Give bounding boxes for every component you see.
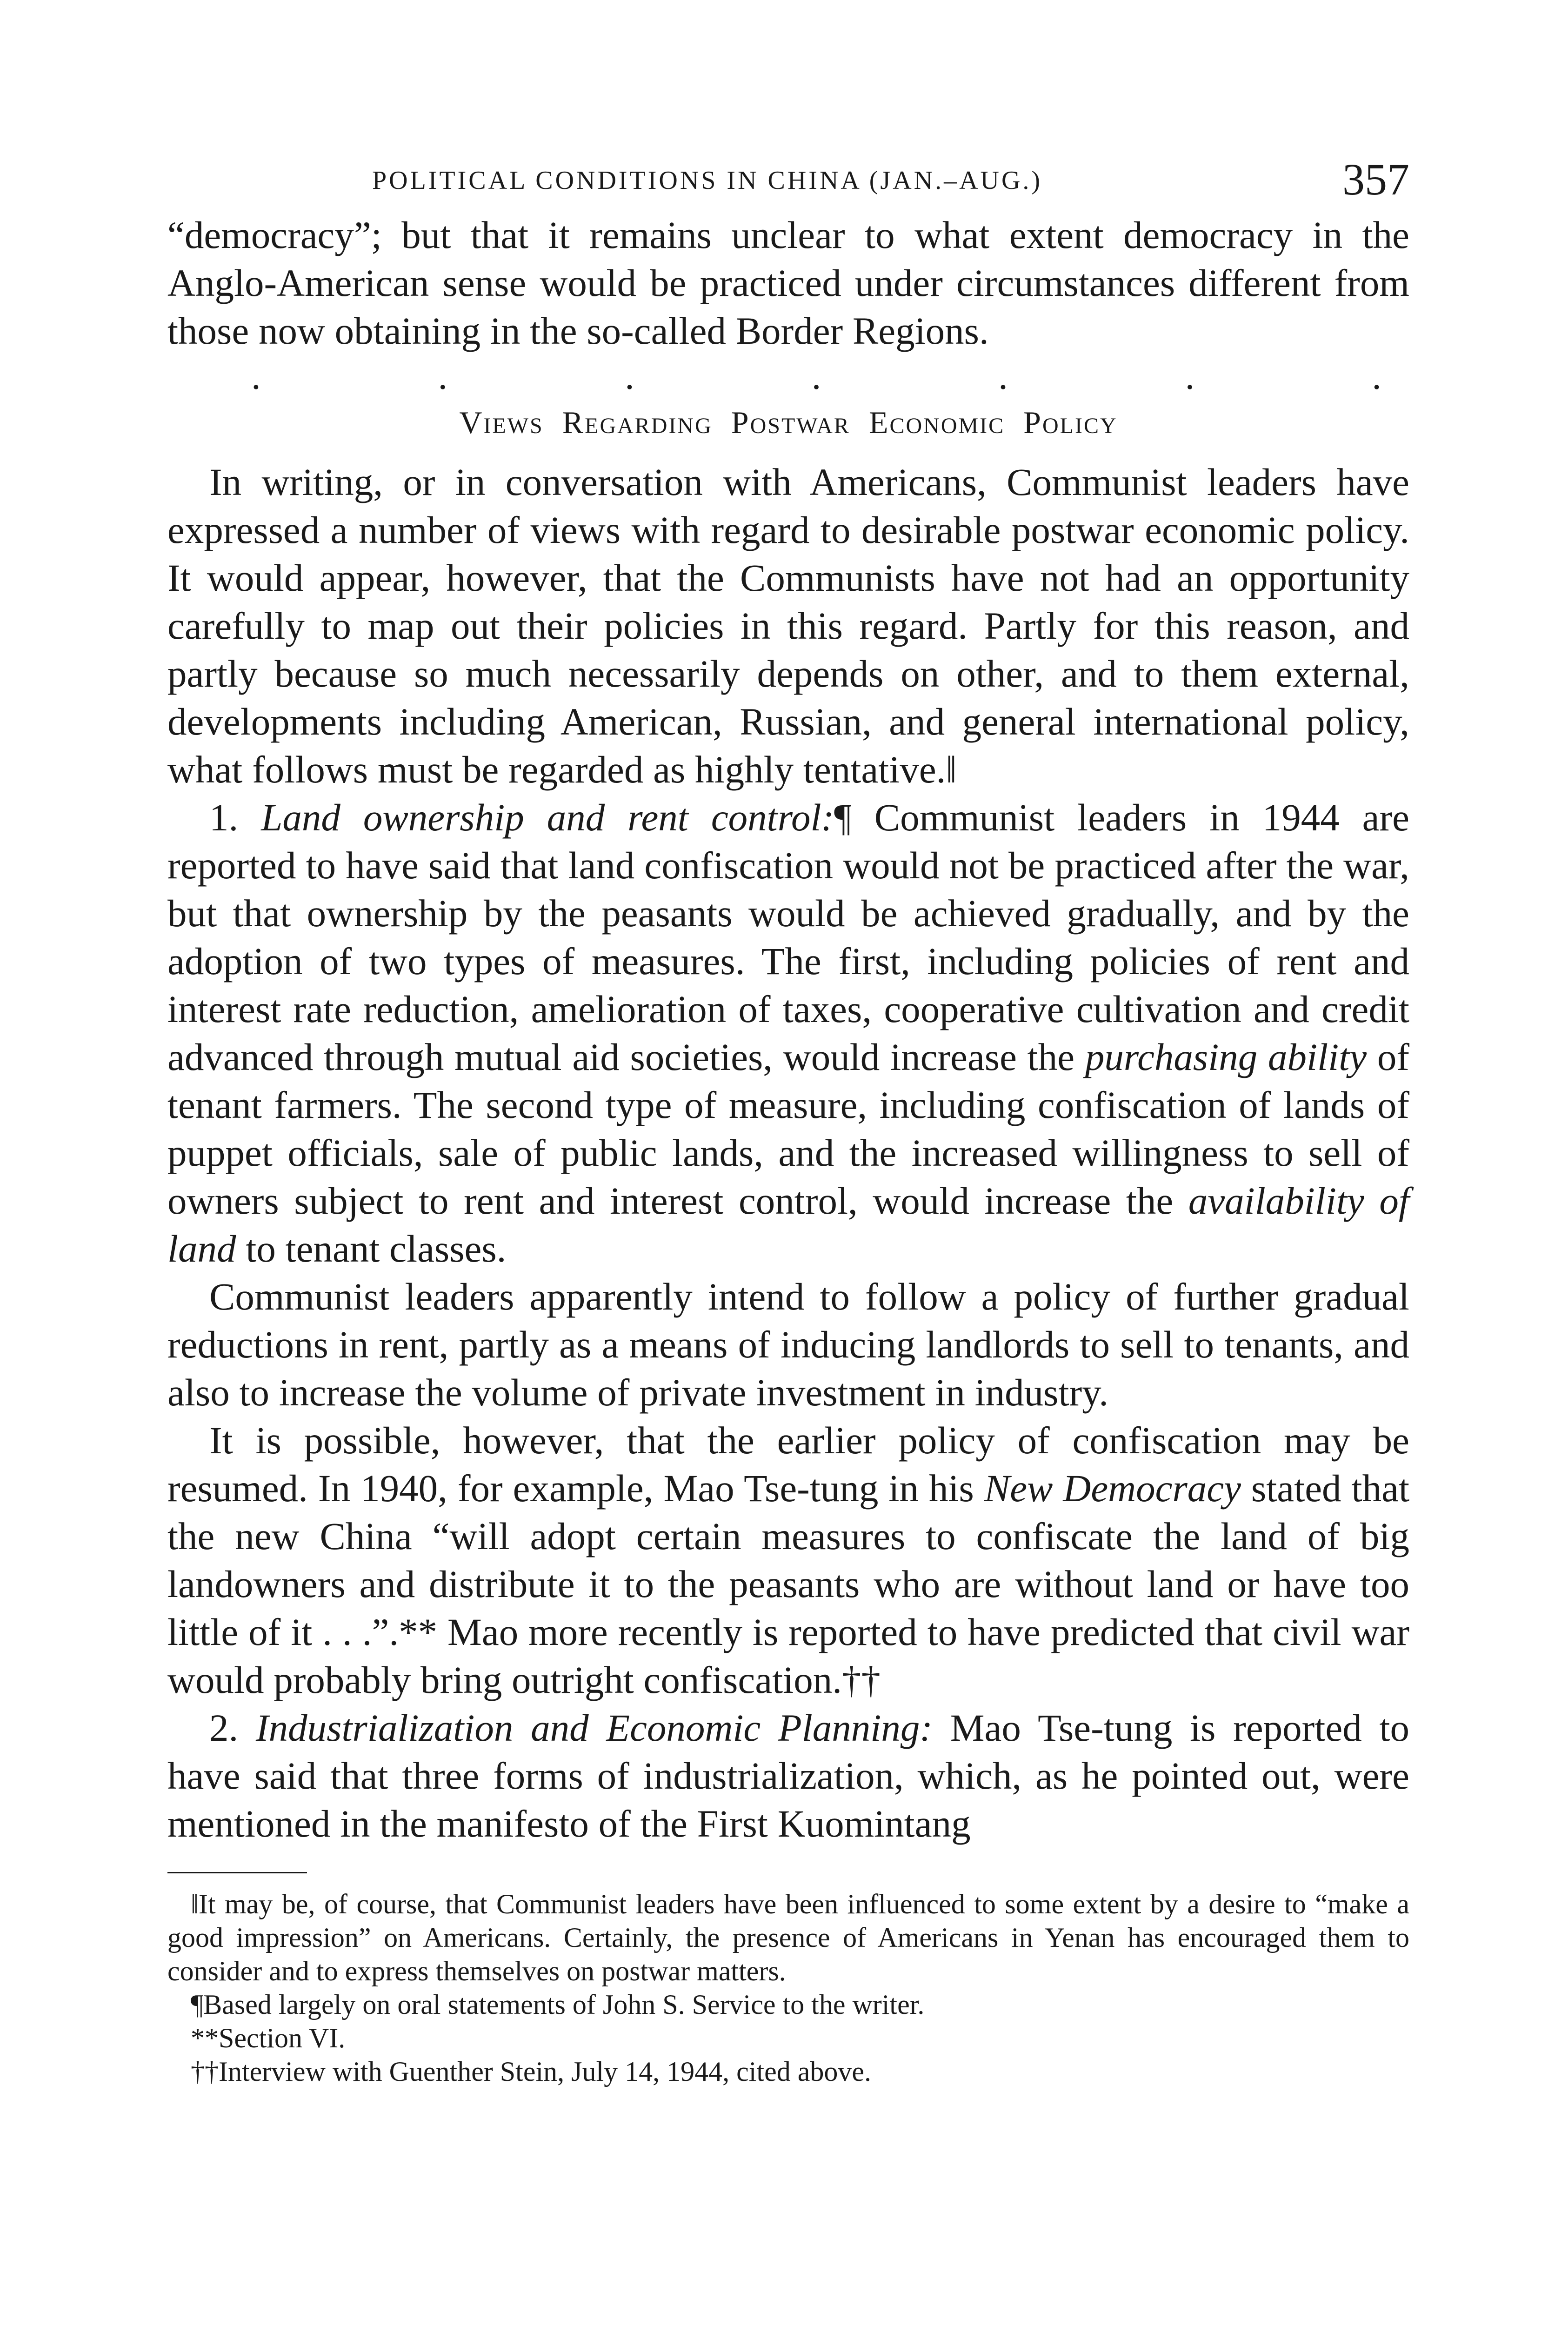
- running-header: [167, 154, 1409, 204]
- heading-word: Economic: [868, 405, 1005, 440]
- ellipsis-dot: .: [251, 354, 261, 397]
- section-heading: [167, 397, 1409, 448]
- paragraph-text: It is possible, however, that the earlier policy of confiscation may be resumed. In 1940, for example, Mao Tse-tung in his: [167, 1419, 1409, 1510]
- confiscation-paragraph: [167, 1417, 1409, 1704]
- running-title: POLITICAL CONDITIONS IN CHINA (JAN.–AUG.): [372, 166, 1043, 195]
- paragraph-text: Communist leaders in 1944 are reported to have said that land confiscation would not be practiced after the war, but that ownership by the peasants would be achieved gradually, and by the adoption of two types of measures. The first, including policies of rent and interest rate reduction, amelioration of taxes, cooperative cultivation and credit advanced through mutual aid societies, would increase the: [167, 796, 1409, 1078]
- document-page: [167, 154, 1409, 2088]
- paragraph-text: to tenant classes.: [236, 1227, 507, 1270]
- footnotes: [167, 1887, 1409, 2088]
- footnote-marker: ¶: [834, 796, 852, 839]
- item-number: 1.: [209, 796, 239, 839]
- body-text: [167, 211, 1409, 1848]
- emphasis-text: availability of land: [167, 1179, 1409, 1270]
- footnote: **Section VI.: [191, 2023, 346, 2053]
- industrialization-paragraph: [167, 1704, 1409, 1848]
- ellipsis-dot: .: [1372, 354, 1381, 397]
- heading-word: Postwar: [731, 405, 850, 440]
- heading-word: Views: [459, 405, 544, 440]
- rent-reduction-paragraph: Communist leaders apparently intend to follow a policy of further gradual reductions in rent, partly as a means of inducing landlords to sell to tenants, and also to increase the volume of private investment in industry.: [167, 1275, 1409, 1414]
- ellipsis-dot: .: [1185, 354, 1195, 397]
- footnote-rule: [167, 1872, 307, 1873]
- page-number: 357: [1342, 154, 1409, 204]
- paragraph-text: Mao Tse-tung is reported to have said that three forms of industrialization, which, as he pointed out, were mentioned in the manifesto of the First Kuomintang: [167, 1706, 1409, 1845]
- ellipsis-dot: .: [811, 354, 821, 397]
- continued-paragraph: “democracy”; but that it remains unclear to what extent democracy in the Anglo-American sense would be practiced under circumstances different from those now obtaining in the so-called Border Regions.: [167, 214, 1409, 352]
- land-ownership-paragraph: [167, 794, 1409, 1273]
- ellipsis-dot: .: [438, 354, 448, 397]
- footnote: ‖It may be, of course, that Communist leaders have been influenced to some extent by a desire to “make a good impression” on Americans. Certainly, the presence of Americans in Yenan has encouraged them to consider and to express themselves on postwar matters.: [167, 1889, 1409, 1986]
- ellipsis-dot: .: [625, 354, 634, 397]
- paragraph-text: stated that the new China “will adopt certain measures to confiscate the land of big landowners and distribute it to the peasants who are without land or have too little of it . . .”.** Mao more recently is reported to have predicted that civil war would probably bring outright confiscation.††: [167, 1467, 1410, 1701]
- ellipsis-dot: .: [998, 354, 1008, 397]
- heading-word: Regarding: [562, 405, 713, 440]
- footnote: ††Interview with Guenther Stein, July 14, 1944, cited above.: [191, 2056, 872, 2087]
- item-number: 2.: [209, 1706, 239, 1749]
- book-title: New Democracy: [984, 1467, 1241, 1510]
- heading-word: Policy: [1023, 405, 1118, 440]
- emphasis-text: purchasing ability: [1085, 1036, 1367, 1078]
- item-title: Industrialization and Economic Planning:: [256, 1706, 933, 1749]
- ellipsis-separator: [167, 355, 1409, 397]
- paragraph-text: of tenant farmers. The second type of measure, including confiscation of lands of puppet officials, sale of public lands, and the increased willingness to sell of owners subject to rent and interest control, would increase the: [167, 1036, 1410, 1222]
- intro-paragraph: In writing, or in conversation with Americans, Communist leaders have expressed a number of views with regard to desirable postwar economic policy. It would appear, however, that the Communists have not had an opportunity carefully to map out their policies in this regard. Partly for this reason, and partly because so much necessarily depends on other, and to them external, developments including American, Russian, and general international policy, what follows must be regarded as highly tentative.‖: [167, 461, 1409, 791]
- footnote: ¶Based largely on oral statements of John S. Service to the writer.: [191, 1989, 925, 2020]
- item-title: Land ownership and rent control:: [261, 796, 834, 839]
